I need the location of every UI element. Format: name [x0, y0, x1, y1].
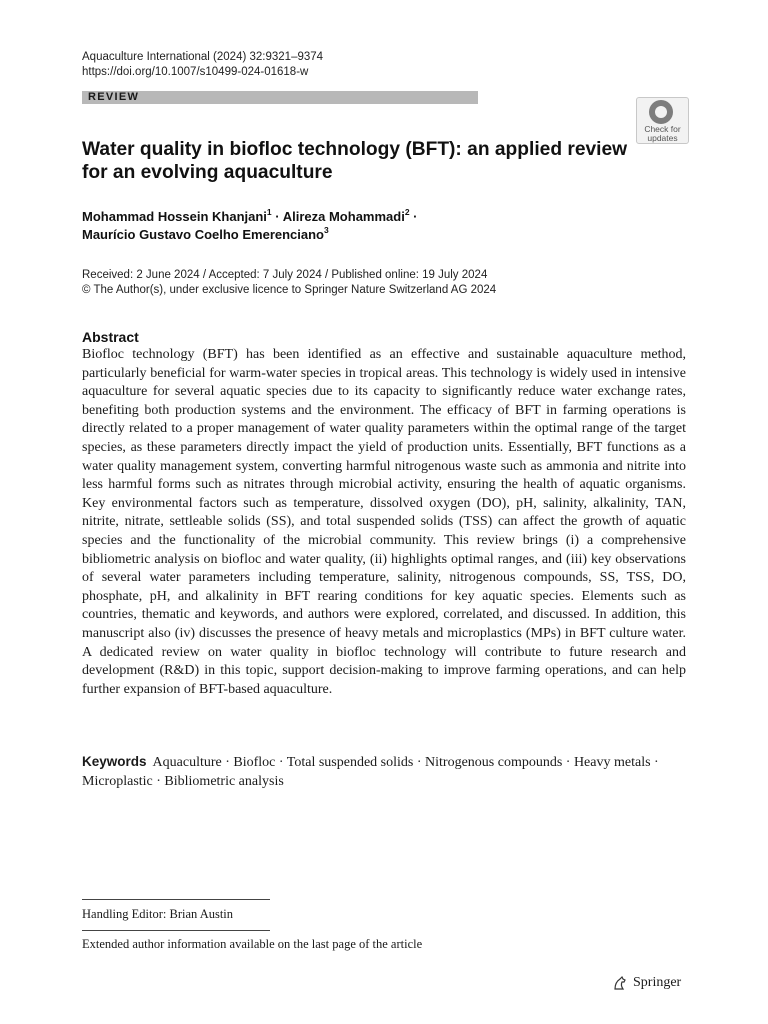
article-type-band: [82, 91, 478, 104]
keywords-block: [82, 752, 686, 791]
article-title: Water quality in biofloc technology (BFT): an applied review for an evolving aquaculture: [82, 139, 628, 183]
author-name[interactable]: Mohammad Hossein Khanjani: [82, 209, 267, 224]
keywords-label: Keywords: [82, 754, 147, 769]
publisher-logo: [612, 974, 681, 992]
footnote-divider: [82, 930, 270, 931]
dates-line: Received: 2 June 2024 / Accepted: 7 July 2024 / Published online: 19 July 2024: [82, 269, 488, 281]
springer-horse-icon: [612, 975, 628, 991]
keywords-list: Aquaculture · Biofloc · Total suspended solids · Nitrogenous compounds · Heavy metals · Microplastic · Bibliometric analysis: [82, 755, 659, 789]
copyright-line: © The Author(s), under exclusive licence to Springer Nature Switzerland AG 2024: [82, 284, 497, 296]
author-separator: ·: [271, 209, 283, 224]
doi-link[interactable]: https://doi.org/10.1007/s10499-024-01618-w: [82, 66, 309, 78]
author-affiliation: 3: [324, 224, 329, 235]
author-separator: ·: [409, 209, 418, 224]
journal-line: Aquaculture International (2024) 32:9321–9374: [82, 51, 324, 63]
author-list: [82, 208, 602, 244]
check-for-updates-text: Check for updates: [644, 124, 681, 143]
publication-history: [82, 268, 496, 298]
footnote-divider: [82, 899, 270, 900]
abstract-heading: Abstract: [82, 329, 139, 345]
check-for-updates-badge[interactable]: [636, 97, 689, 144]
extended-author-note: Extended author information available on the last page of the article: [82, 937, 423, 951]
author-affiliation: 2: [404, 206, 410, 217]
publisher-name: Springer: [633, 975, 682, 990]
author-name[interactable]: Alireza Mohammadi: [282, 209, 405, 224]
handling-editor-note: Handling Editor: Brian Austin: [82, 907, 234, 921]
article-type-label: REVIEW: [88, 91, 140, 103]
crossmark-icon: [649, 100, 673, 124]
journal-citation: [82, 50, 323, 80]
abstract-body: Biofloc technology (BFT) has been identified as an effective and sustainable aquaculture method, particularly beneficial for warm-water species in tropical areas. This technology is widely used in intensive aquaculture for several aquatic species due to its capacity to significantly reduce water exchange rates, benefiting both production systems and the environment. The efficacy of BFT in farming operations is directly related to a proper management of water quality parameters within the optimal range of the target species, as these parameters directly impact the yield of production units. Essentially, BFT functions as a water quality management system, converting harmful nitrogenous waste such as ammonia and nitrite into less harmful forms such as nitrates through microbial activity, ensuring the health of aquatic organisms. Key environmental factors such as temperature, dissolved oxygen (DO), pH, salinity, alkalinity, TAN, nitrite, nitrate, settleable solids (SS), and total suspended solids (TSS) can affect the growth of aquatic species and the functionality of the microbial community. This review brings (i) a comprehensive bibliometric analysis on biofloc and water quality, (ii) highlights optimal ranges, and (iii) key observations of several water parameters including temperature, salinity, nitrogenous compounds, SS, TSS, DO, phosphate, pH, and alkalinity in BFT rearing conditions for key aquatic species. Elements such as countries, thematic and keywords, and authors were explored, correlated, and discussed. In addition, this manuscript also (iv) discusses the presence of heavy metals and microplastics (MPs) in BFT culture water. A dedicated review on water quality in biofloc technology will contribute to future research and development (R&D) in this topic, support decision-making to improve farming operations, and can help further expansion of BFT-based aquaculture.: [82, 347, 686, 697]
author-name[interactable]: Maurício Gustavo Coelho Emerenciano: [82, 227, 324, 242]
author-affiliation: 1: [266, 206, 272, 217]
